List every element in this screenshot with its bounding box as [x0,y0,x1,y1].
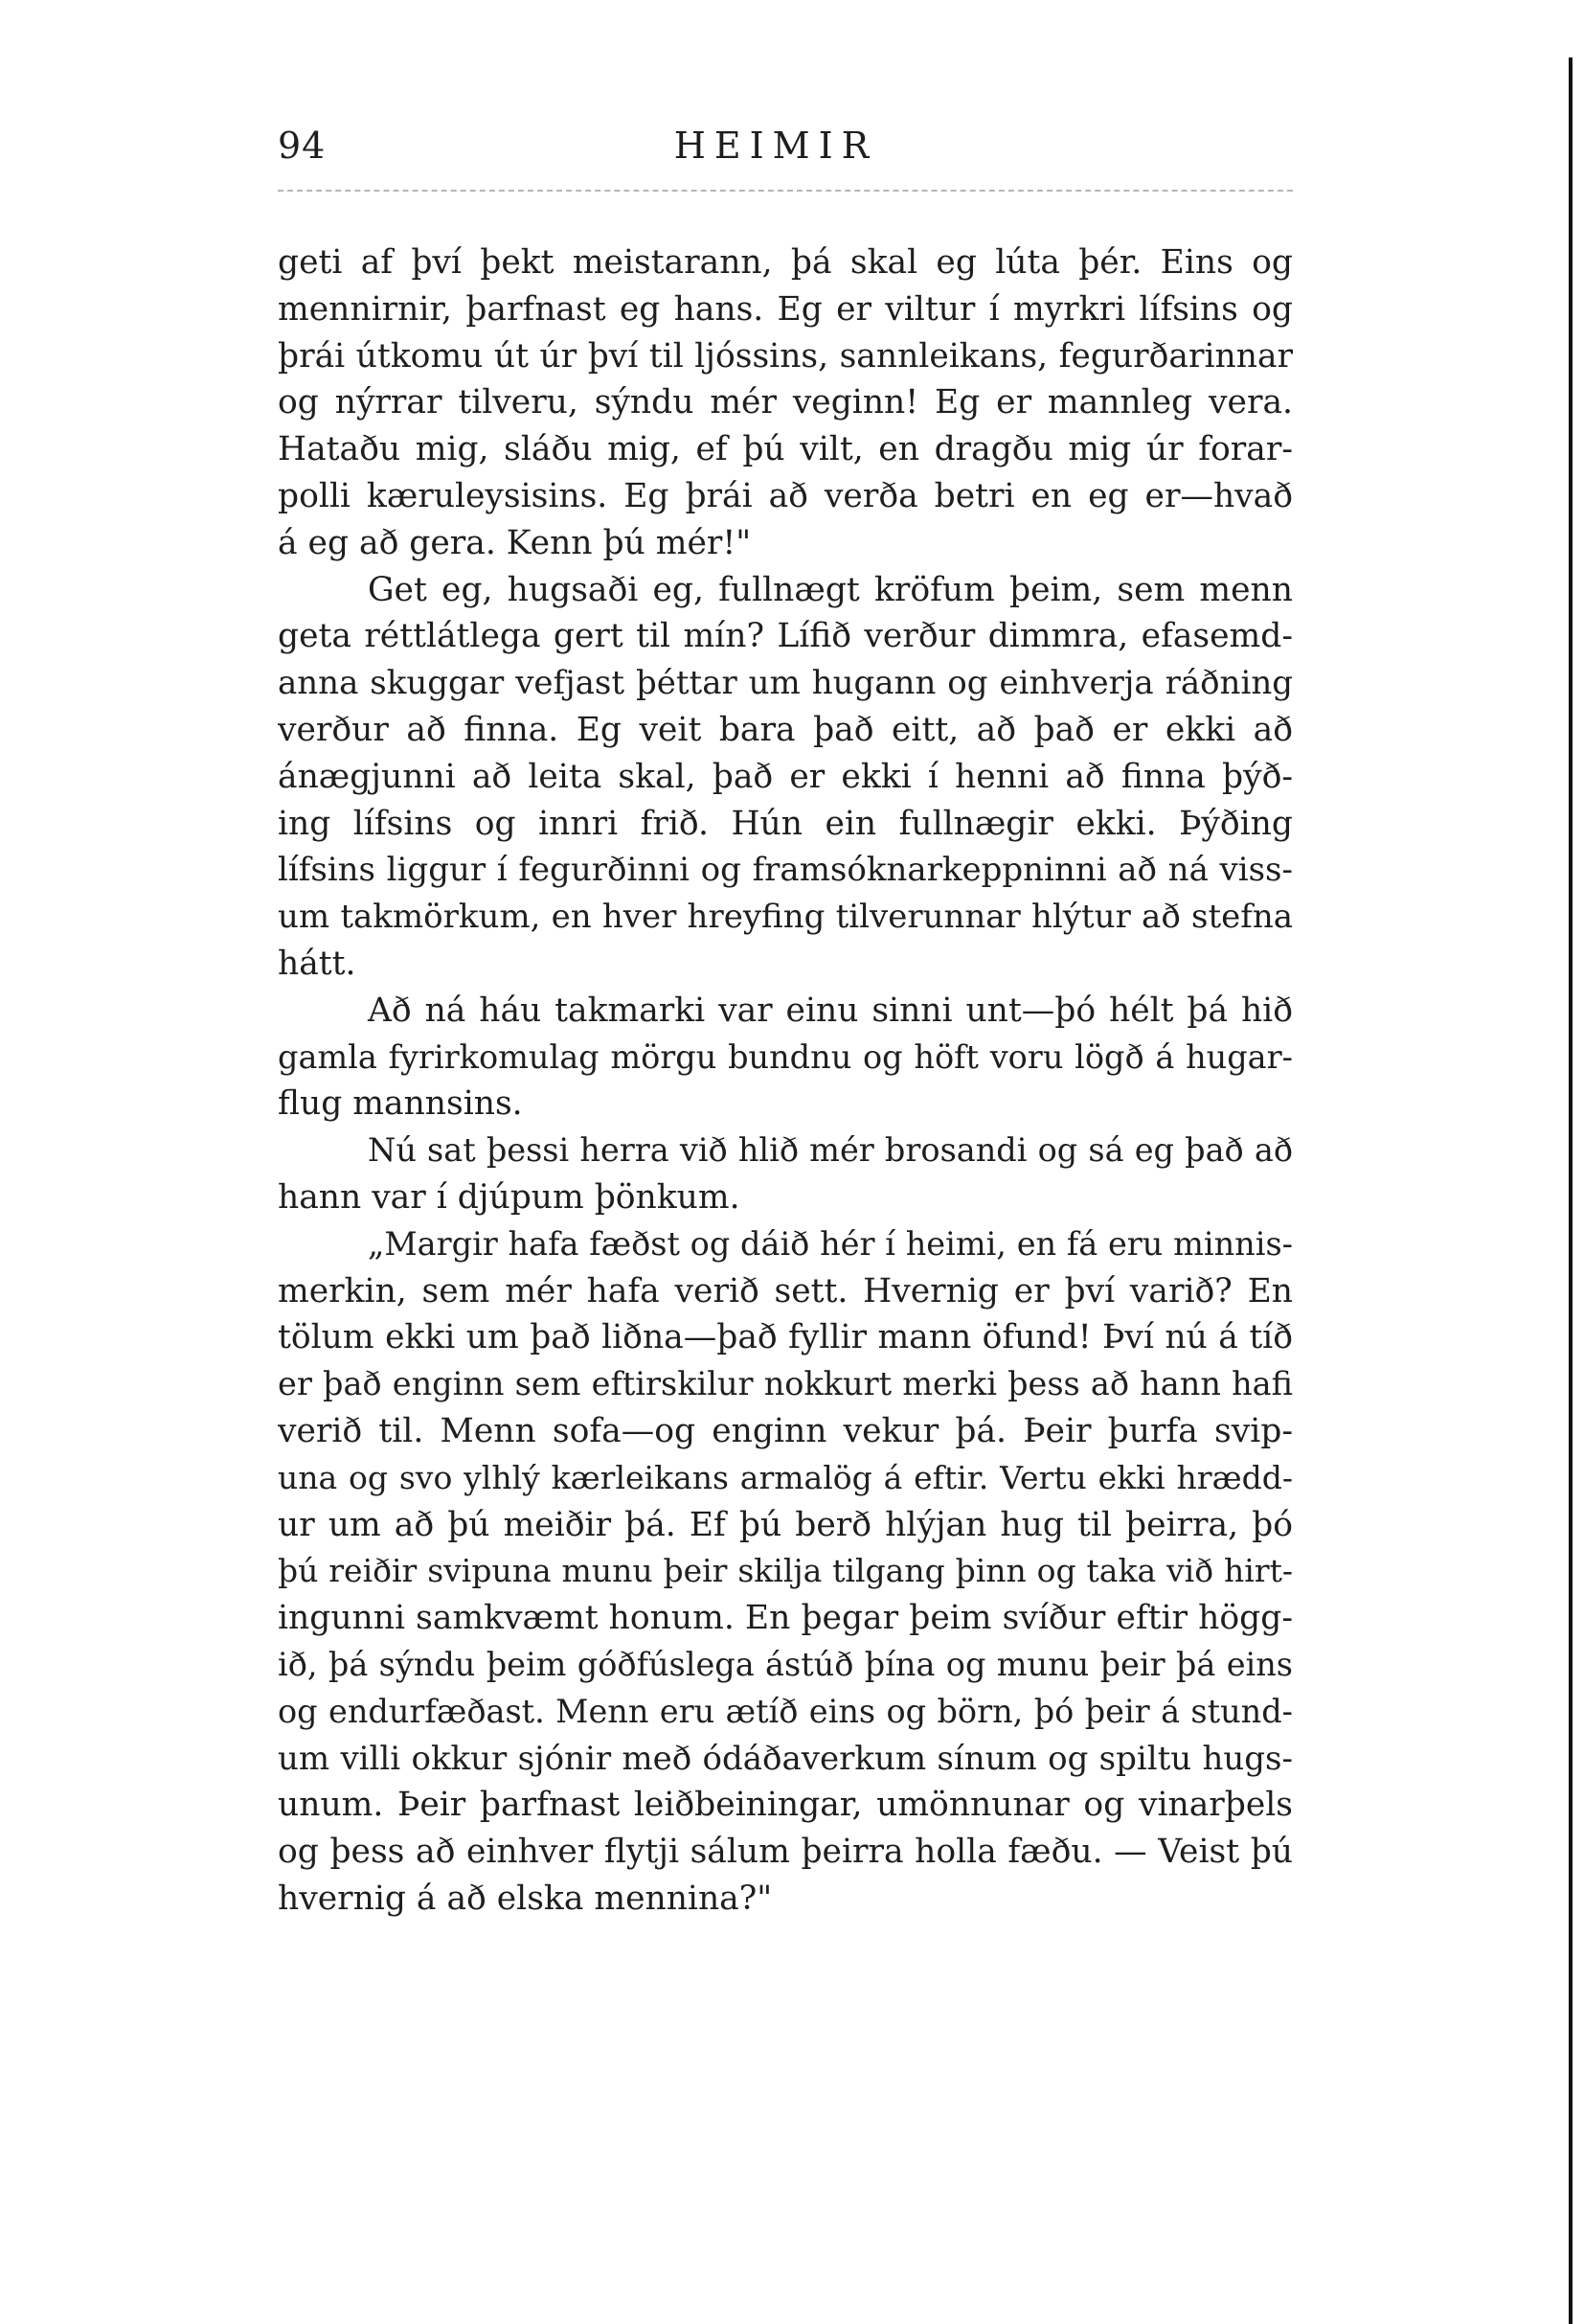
text-line: á eg að gera. Kenn þú mér!" [278,523,752,562]
text-line: geti af því þekt meistarann, þá skal eg lúta þér. Eins og [278,243,1293,282]
text-line: Nú sat þessi herra við hlið mér brosandi og sá eg það að [368,1131,1293,1170]
text-line: ingunni samkvæmt honum. En þegar þeim svíður eftir högg- [278,1599,1293,1638]
text-line: hátt. [278,944,356,983]
text-line: gamla fyrirkomulag mörgu bundnu og höft voru lögð á hugar- [278,1037,1293,1076]
text-line: hann var í djúpum þönkum. [278,1177,740,1217]
body-text [278,239,1293,1923]
text-line: Get eg, hugsaði eg, fullnægt kröfum þeim, sem menn [368,570,1293,609]
text-line: ánægjunni að leita skal, það er ekki í henni að finna þýð- [278,757,1293,796]
running-title: HEIMIR [673,125,878,167]
text-line: flug mannsins. [278,1084,523,1124]
text-line: geta réttlátlega gert til mín? Lífið verður dimmra, efasemd- [278,617,1293,656]
text-line: hvernig á að elska mennina?" [278,1879,773,1918]
text-line: merkin, sem mér hafa verið sett. Hvernig er því varið? En [278,1271,1293,1310]
text-line: um villi okkur sjónir með ódáðaverkum sínum og spiltu hugs- [278,1739,1293,1778]
header-rule [278,190,1293,192]
text-line: lífsins liggur í fegurðinni og framsóknarkeppninni að ná viss- [278,851,1293,890]
text-line: ið, þá sýndu þeim góðfúslega ástúð þína og munu þeir þá eins [278,1645,1293,1683]
text-line: þrái útkomu út úr því til ljóssins, sannleikans, fegurðarinnar [278,336,1293,376]
text-line: tölum ekki um það liðna—það fyllir mann öfund! Því nú á tíð [278,1318,1293,1357]
text-line: er það enginn sem eftirskilur nokkurt merki þess að hann hafi [278,1365,1293,1403]
page-number: 94 [278,125,327,167]
text-line: anna skuggar vefjast þéttar um hugann og einhverja ráðning [278,664,1293,703]
text-line: verið til. Menn sofa—og enginn vekur þá. Þeir þurfa svip- [278,1411,1293,1450]
text-line: Að ná háu takmarki var einu sinni unt—þó hélt þá hið [368,991,1293,1030]
text-line: þú reiðir svipuna munu þeir skilja tilgang þinn og taka við hirt- [278,1552,1293,1590]
text-line: og endurfæðast. Menn eru ætíð eins og börn, þó þeir á stund- [278,1692,1293,1730]
page-header [278,125,1274,182]
text-line: og þess að einhver flytji sálum þeirra holla fæðu. — Veist þú [278,1833,1293,1872]
scan-edge-shadow [1569,57,1573,2324]
text-line: um takmörkum, en hver hreyfing tilverunnar hlýtur að stefna [278,898,1293,937]
text-line: una og svo ylhlý kærleikans armalög á eftir. Vertu ekki hrædd- [278,1458,1293,1496]
text-line: „Margir hafa fæðst og dáið hér í heimi, en fá eru minnis- [368,1224,1293,1263]
text-line: polli kæruleysisins. Eg þrái að verða betri en eg er—hvað [278,476,1293,515]
text-line: og nýrrar tilveru, sýndu mér veginn! Eg er mannleg vera. [278,383,1293,422]
text-line: Hataðu mig, sláðu mig, ef þú vilt, en dragðu mig úr forar- [278,430,1293,469]
text-line: ing lífsins og innri frið. Hún ein fullnægir ekki. Þýðing [278,804,1293,843]
text-line: unum. Þeir þarfnast leiðbeiningar, umönnunar og vinarþels [278,1786,1293,1825]
text-line: ur um að þú meiðir þá. Ef þú berð hlýjan hug til þeirra, þó [278,1505,1293,1544]
text-line: verður að finna. Eg veit bara það eitt, að það er ekki að [278,710,1293,749]
text-line: mennirnir, þarfnast eg hans. Eg er viltur í myrkri lífsins og [278,289,1293,329]
